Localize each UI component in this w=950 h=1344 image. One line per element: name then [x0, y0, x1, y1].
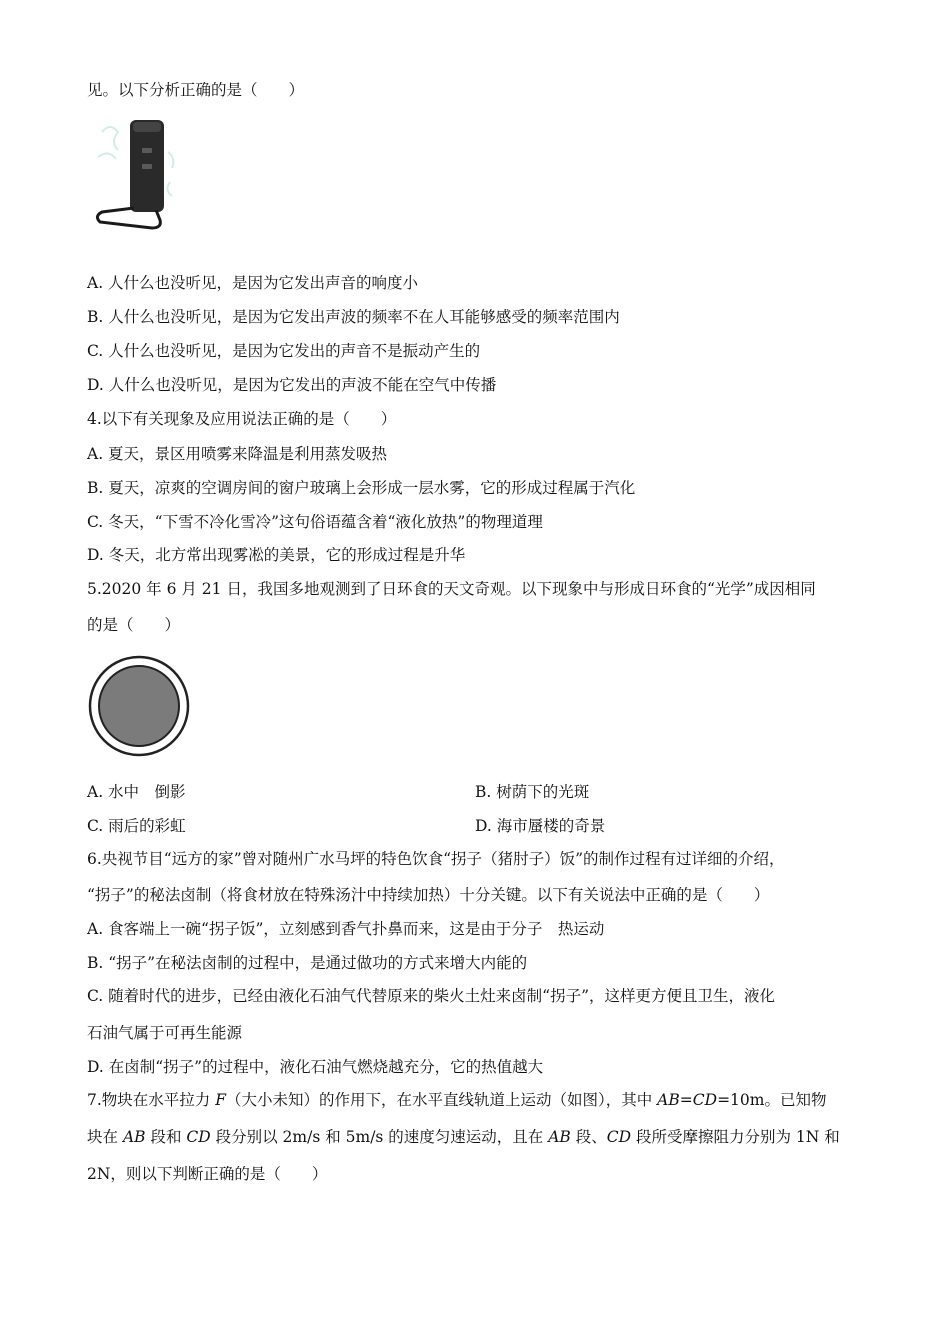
- q4-stem: 4.以下有关现象及应用说法正确的是（ ）: [87, 410, 397, 428]
- segment-ab: AB: [548, 1128, 571, 1146]
- q6-option-c-cont: 石油气属于可再生能源: [87, 1024, 243, 1042]
- q7-text: 段和: [145, 1128, 187, 1146]
- q4-option-b: B. 夏天，凉爽的空调房间的窗户玻璃上会形成一层水雾，它的形成过程属于汽化: [87, 479, 636, 497]
- q7-text: （大小未知）的作用下，在水平直线轨道上运动（如图），其中: [225, 1091, 658, 1109]
- q6-option-b: B. “拐子”在秘法卤制的过程中，是通过做功的方式来增大内能的: [87, 954, 528, 972]
- segment-ab: AB: [657, 1091, 680, 1109]
- q7-text: =10m。已知物: [717, 1091, 827, 1109]
- q5-stem-line1: 5.2020 年 6 月 21 日，我国多地观测到了日环食的天文奇观。以下现象中与形成日环食的“光学”成因相同: [87, 580, 816, 598]
- q7-stem-line2: [87, 1127, 840, 1147]
- q7-text: 段、: [570, 1128, 607, 1146]
- q7-stem-line1: [87, 1090, 826, 1110]
- q5-option-a: A. 水中 倒影: [87, 783, 186, 801]
- annular-eclipse-figure: [87, 654, 191, 758]
- q4-option-a: A. 夏天，景区用喷雾来降温是利用蒸发吸热: [87, 445, 388, 463]
- q6-option-c: C. 随着时代的进步，已经由液化石油气代替原来的柴火土灶来卤制“拐子”，这样更方便且卫生，液化: [87, 987, 776, 1005]
- segment-cd: CD: [186, 1128, 211, 1146]
- q7-text: 块在: [87, 1128, 123, 1146]
- q7-text: 段所受摩擦阻力分别为 1N 和: [631, 1128, 840, 1146]
- segment-cd: CD: [692, 1091, 718, 1109]
- q3-option-d: D. 人什么也没听见，是因为它发出的声波不能在空气中传播: [87, 376, 497, 394]
- q6-stem-line1: 6.央视节目“远方的家”曾对随州广水马坪的特色饮食“拐子（猪肘子）饭”的制作过程有过详细的介绍，: [87, 850, 785, 868]
- q5-option-d: D. 海市蜃楼的奇景: [475, 817, 606, 835]
- q3-option-b: B. 人什么也没听见，是因为它发出声波的频率不在人耳能够感受的频率范围内: [87, 308, 620, 326]
- q4-option-d: D. 冬天，北方常出现雾凇的美景，它的形成过程是升华: [87, 546, 466, 564]
- q5-option-c: C. 雨后的彩虹: [87, 817, 186, 835]
- ultrasonic-device-figure: [90, 112, 190, 237]
- q6-stem-line2: “拐子”的秘法卤制（将食材放在特殊汤汁中持续加热）十分关键。以下有关说法中正确的是（ ）: [87, 886, 770, 904]
- q3-stem-tail: 见。以下分析正确的是（ ）: [87, 81, 305, 99]
- q7-text: =: [679, 1091, 693, 1109]
- q4-option-c: C. 冬天，“下雪不冷化雪冷”这句俗语蕴含着“液化放热”的物理道理: [87, 513, 543, 531]
- q5-stem-line2: 的是（ ）: [87, 616, 181, 634]
- q7-text: 段分别以 2m/s 和 5m/s 的速度匀速运动，且在: [210, 1128, 549, 1146]
- q7-text: 7.物块在水平拉力: [87, 1091, 216, 1109]
- q3-option-a: A. 人什么也没听见，是因为它发出声音的响度小: [87, 274, 419, 292]
- force-symbol: F: [215, 1091, 226, 1109]
- q6-option-d: D. 在卤制“拐子”的过程中，液化石油气燃烧越充分，它的热值越大: [87, 1058, 544, 1076]
- segment-ab: AB: [122, 1128, 146, 1146]
- q5-option-b: B. 树荫下的光斑: [475, 783, 590, 801]
- segment-cd: CD: [606, 1128, 632, 1146]
- q6-option-a: A. 食客端上一碗“拐子饭”，立刻感到香气扑鼻而来，这是由于分子 热运动: [87, 920, 605, 938]
- q3-option-c: C. 人什么也没听见，是因为它发出的声音不是振动产生的: [87, 342, 481, 360]
- q7-stem-line3: 2N，则以下判断正确的是（ ）: [87, 1165, 328, 1183]
